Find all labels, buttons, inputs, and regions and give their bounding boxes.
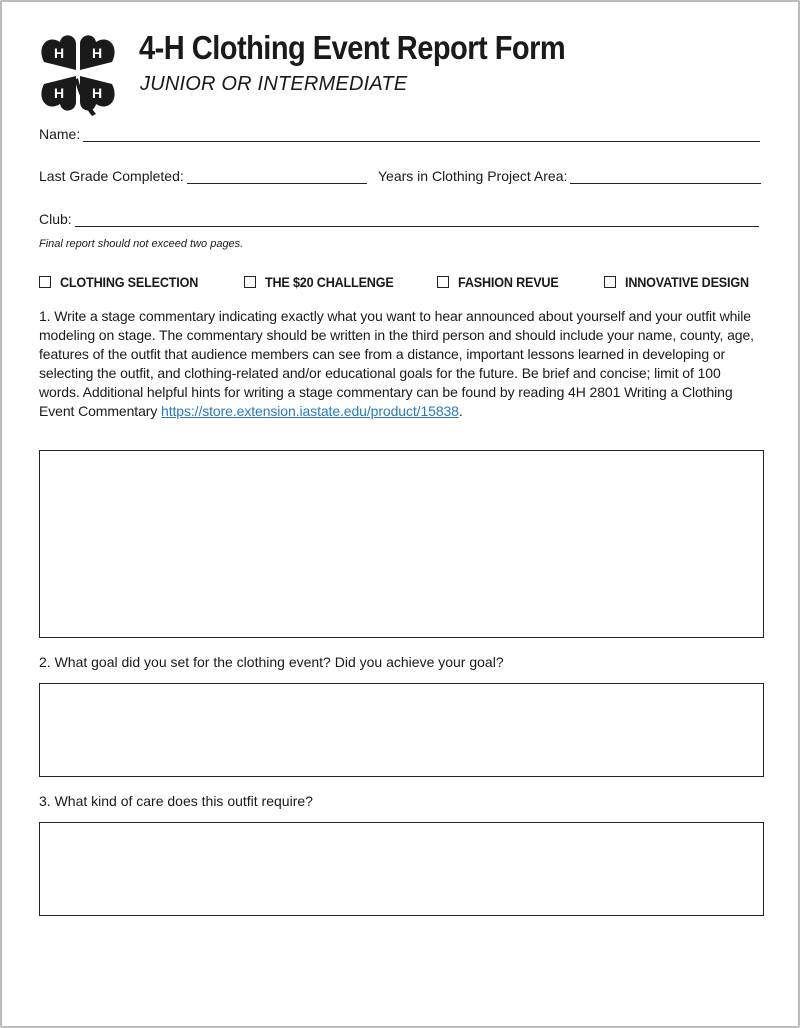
- checkbox-icon[interactable]: [437, 276, 449, 288]
- club-field-row: [39, 205, 759, 227]
- question-1-end: .: [458, 403, 463, 419]
- club-input-line[interactable]: [75, 209, 759, 227]
- grade-label: Last Grade Completed:: [39, 168, 184, 184]
- checkbox-icon[interactable]: [244, 276, 256, 288]
- category-label: FASHION REVUE: [458, 274, 559, 290]
- question-2: 2. What goal did you set for the clothing event? Did you achieve your goal?: [39, 654, 504, 670]
- category-label: THE $20 CHALLENGE: [265, 274, 394, 290]
- logo-h-top-left: H: [53, 45, 65, 61]
- commentary-guide-link[interactable]: https://store.extension.iastate.edu/product/15838: [161, 403, 459, 419]
- form-title: 4-H Clothing Event Report Form: [139, 29, 566, 66]
- category-clothing-selection[interactable]: [39, 274, 214, 290]
- years-input-line[interactable]: [570, 166, 761, 184]
- question-1: [39, 307, 763, 421]
- question-3: 3. What kind of care does this outfit require?: [39, 793, 313, 809]
- logo-h-bottom-left: H: [53, 85, 65, 101]
- checkbox-icon[interactable]: [604, 276, 616, 288]
- years-field-row: [378, 162, 761, 184]
- category-20-dollar-challenge[interactable]: [244, 274, 408, 290]
- name-input-line[interactable]: [83, 124, 760, 142]
- logo-h-bottom-right: H: [91, 85, 103, 101]
- answer-box-3[interactable]: [39, 822, 764, 916]
- grade-field-row: [39, 162, 367, 184]
- category-label: INNOVATIVE DESIGN: [625, 274, 749, 290]
- answer-box-1[interactable]: [39, 450, 764, 638]
- answer-box-2[interactable]: [39, 683, 764, 777]
- 4h-clover-logo-icon: [38, 32, 118, 116]
- years-label: Years in Clothing Project Area:: [378, 168, 568, 184]
- category-label: CLOTHING SELECTION: [60, 274, 199, 290]
- page-limit-note: Final report should not exceed two pages.: [39, 238, 244, 250]
- name-label: Name:: [39, 126, 81, 142]
- category-fashion-revue[interactable]: [437, 274, 570, 290]
- form-subtitle: JUNIOR OR INTERMEDIATE: [140, 73, 408, 95]
- question-1-text: 1. Write a stage commentary indicating exactly what you want to hear announced about yourself and your outfit while modeling on stage. The commentary should be written in the third person and should include your name, county, age, features of the outfit that audience members can see from a distance, important lessons learned in developing or selecting the outfit, and clothing-related and/or educational goals for the future. Be brief and concise; limit of 100 words. Additional helpful hints for writing a stage commentary can be found by reading 4H 2801 Writing a Clothing Event Commentary: [39, 308, 754, 419]
- checkbox-icon[interactable]: [39, 276, 51, 288]
- logo-h-top-right: H: [91, 45, 103, 61]
- club-label: Club:: [39, 211, 72, 227]
- category-innovative-design[interactable]: [604, 274, 763, 290]
- grade-input-line[interactable]: [187, 166, 367, 184]
- name-field-row: [39, 120, 760, 142]
